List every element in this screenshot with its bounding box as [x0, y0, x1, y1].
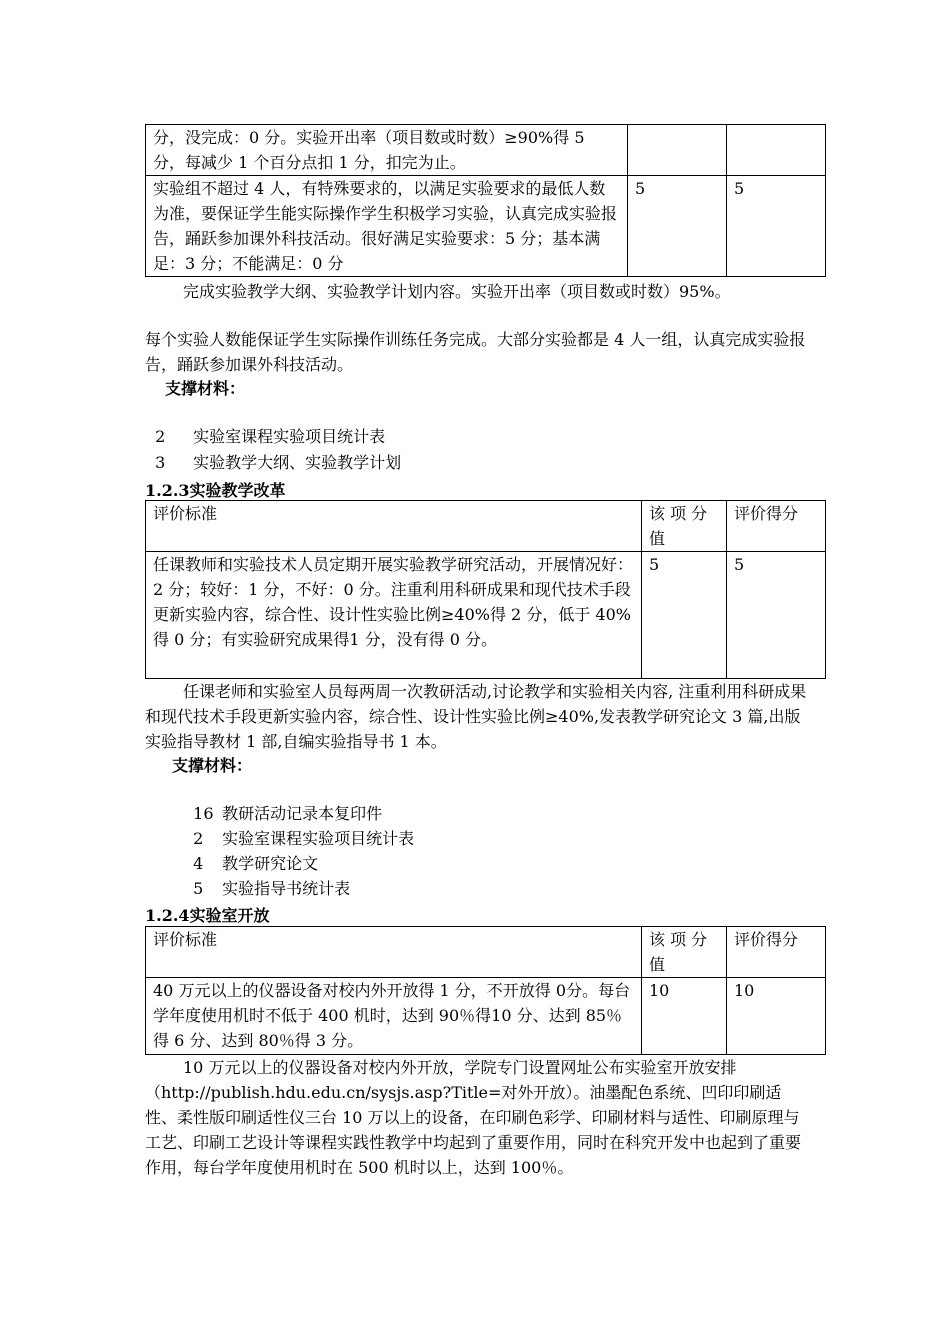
- list-item-text: 实验室课程实验项目统计表: [222, 829, 415, 848]
- list-item: [145, 427, 401, 475]
- section3-paragraph: 10 万元以上的仪器设备对校内外开放，学院专门设置网址公布实验室开放安排（http://publish.hdu.edu.cn/sysjs.asp?Title=对外开放）。油墨配色系统、凹印印刷适性、柔性版印刷适性仪三台 10 万以上的设备，在印刷色彩学、印刷材料与适性、印刷原理与工艺、印刷工艺设计等课程实践性教学中均起到了重要作用，同时在科究开发中也起到了重要作用，每台学年度使用机时在 500 机时以上，达到 100％。: [145, 1058, 802, 1177]
- list-item-text: 实验室课程实验项目统计表: [193, 427, 386, 446]
- criteria-header: 评价标准: [146, 501, 642, 552]
- criteria-cell: 任课教师和实验技术人员定期开展实验教学研究活动，开展情况好：2 分；较好：1 分，不好：0 分。注重利用科研成果和现代技术手段更新实验内容，综合性、设计性实验比例≥40%得 2 分，低于 40%得 0 分；有实验研究成果得1 分，没有得 0 分。: [146, 552, 642, 679]
- list-item-number: 2: [193, 829, 204, 848]
- criteria-header: 评价标准: [146, 927, 642, 978]
- score-value-cell: 5: [628, 176, 727, 277]
- list-item-number: 2: [155, 427, 166, 446]
- score-value-cell: 10: [642, 978, 727, 1055]
- section-heading: 1.2.4实验室开放: [145, 906, 270, 925]
- score-value-header: 该 项 分值: [642, 501, 727, 552]
- score-value-cell: [628, 125, 727, 176]
- list-item-number: 3: [155, 453, 166, 472]
- list-item-text: 教研活动记录本复印件: [222, 804, 383, 823]
- score-given-cell: 5: [727, 176, 826, 277]
- score-given-header: 评价得分: [727, 927, 826, 978]
- score-given-cell: 10: [727, 978, 826, 1055]
- support-materials-label: 支撑材料：: [165, 379, 246, 398]
- score-value-header: 该 项 分值: [642, 927, 727, 978]
- list-item-number: 5: [193, 879, 204, 898]
- criteria-cell: 实验组不超过 4 人，有特殊要求的，以满足实验要求的最低人数为准，要保证学生能实际操作学生积极学习实验，认真完成实验报告，踊跃参加课外科技活动。很好满足实验要求：5 分；基本满足：3 分；不能满足：0 分: [146, 176, 628, 277]
- table-row: [146, 978, 826, 1055]
- list-item-number: 16: [193, 804, 214, 823]
- score-value-cell: 5: [642, 552, 727, 679]
- list-item-text: 实验教学大纲、实验教学计划: [193, 453, 402, 472]
- support-materials-label: 支撑材料：: [172, 756, 253, 775]
- criteria-cell: 分，没完成：0 分。实验开出率（项目数或时数）≥90%得 5 分，每减少 1 个百分点扣 1 分，扣完为止。: [146, 125, 628, 176]
- table-row: [146, 176, 826, 277]
- criteria-table: [145, 500, 826, 679]
- table-row: [146, 125, 826, 176]
- list-item: [183, 853, 350, 901]
- criteria-table: [145, 926, 826, 1055]
- table-header-row: [146, 927, 826, 978]
- score-given-header: 评价得分: [727, 501, 826, 552]
- criteria-cell: 40 万元以上的仪器设备对校内外开放得 1 分，不开放得 0分。每台学年度使用机时不低于 400 机时，达到 90％得10 分、达到 85％得 6 分、达到 80％得 3 分。: [146, 978, 642, 1055]
- section1-paragraph: 完成实验教学大纲、实验教学计划内容。实验开出率（项目数或时数）95%。: [183, 282, 731, 301]
- table-header-row: [146, 501, 826, 552]
- section-heading: 1.2.3实验教学改革: [145, 481, 286, 500]
- criteria-table-continued: [145, 124, 826, 277]
- score-given-cell: [727, 125, 826, 176]
- table-row: [146, 552, 826, 679]
- score-given-cell: 5: [727, 552, 826, 679]
- list-item-number: 4: [193, 854, 204, 873]
- list-item-text: 教学研究论文: [222, 854, 319, 873]
- section1-paragraph: 每个实验人数能保证学生实际操作训练任务完成。大部分实验都是 4 人一组，认真完成实验报告，踊跃参加课外科技活动。: [145, 330, 806, 374]
- section2-paragraph: 任课老师和实验室人员每两周一次教研活动,讨论教学和实验相关内容, 注重利用科研成果和现代技术手段更新实验内容，综合性、设计性实验比例≥40%,发表教学研究论文 3 篇,出版实验指导教材 1 部,自编实验指导书 1 本。: [145, 682, 807, 751]
- list-item-text: 实验指导书统计表: [222, 879, 351, 898]
